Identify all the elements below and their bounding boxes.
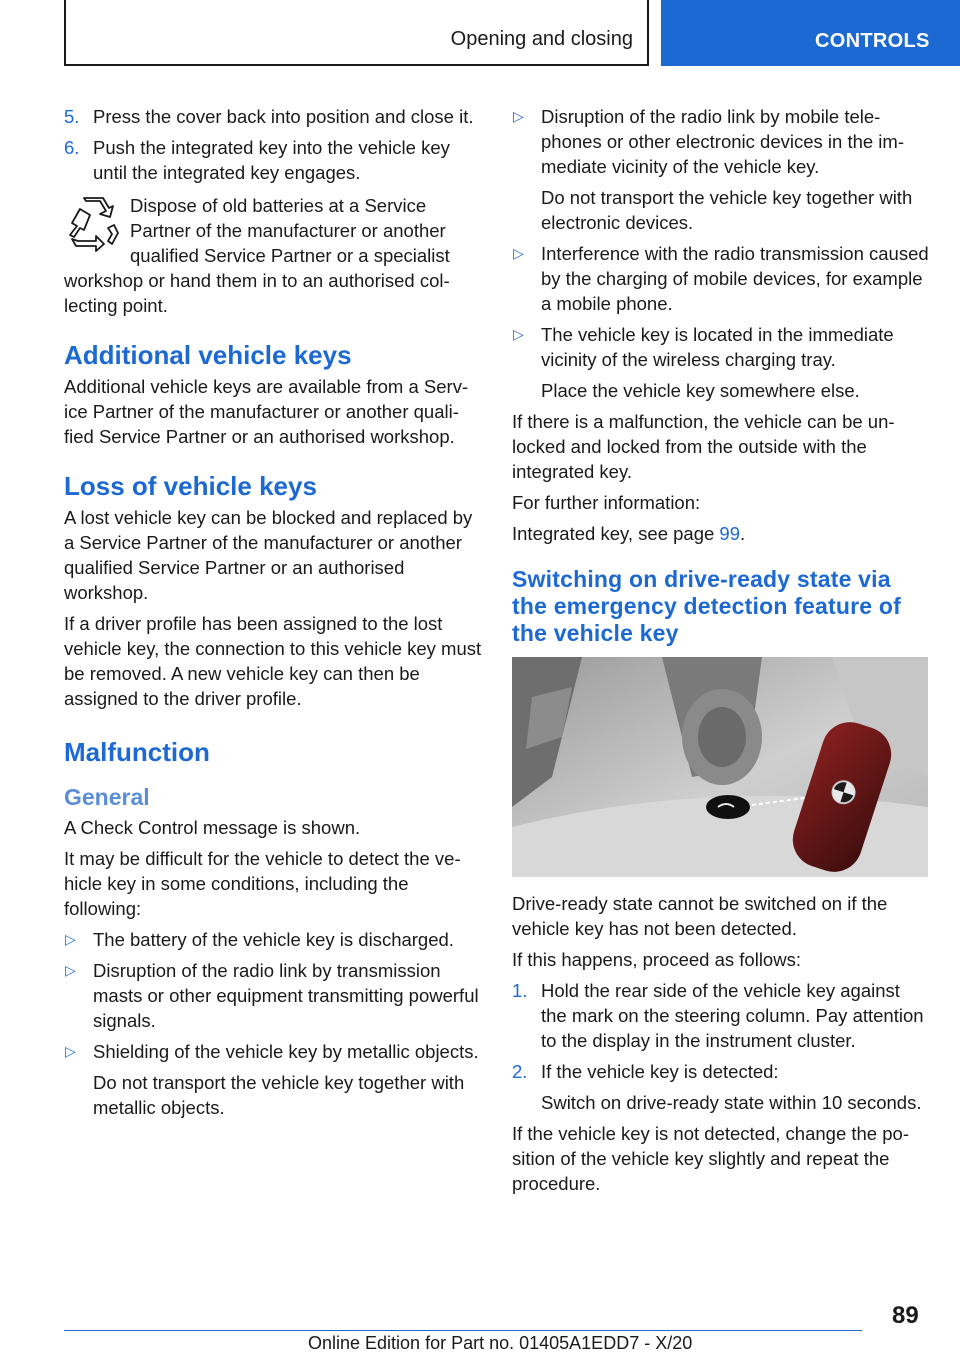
bullet-item: ▷ The vehicle key is located in the immediate vicinity of the wireless charging tray. (513, 324, 894, 370)
controls-tab[interactable] (661, 0, 960, 66)
paragraph: It may be difficult for the vehicle to detect the vehicle key in some conditions, including the following: (64, 848, 461, 919)
step-number: 1. (512, 980, 528, 1001)
heading-switching-drive-ready: Switching on drive-ready state via the emergency detection feature of the vehicle key (512, 566, 901, 646)
section-title: Opening and closing (450, 28, 633, 50)
bullet-item: ▷ The battery of the vehicle key is discharged. (65, 929, 454, 950)
page-link[interactable]: 99 (719, 523, 740, 544)
step-number: 2. (512, 1061, 528, 1082)
paragraph: For further information: (512, 492, 701, 513)
bullet-subtext: Do not transport the vehicle key together with electronic devices. (541, 187, 913, 233)
step-6 (64, 135, 482, 185)
bullet-triangle-icon: ▷ (513, 326, 524, 342)
left-column (64, 104, 482, 1126)
step-text: Hold the rear side of the vehicle key against the mark on the steering column. Pay attention to the display in the instrument cluster. (541, 980, 924, 1051)
step-text: Push the integrated key into the vehicle key until the integrated key engages. (93, 137, 450, 183)
bullet-triangle-icon: ▷ (513, 245, 524, 261)
step-text: If the vehicle key is detected: (541, 1061, 779, 1082)
steering-column-key-photo (512, 657, 928, 877)
step-number: 6. (64, 137, 80, 158)
step-1 (512, 978, 930, 1053)
bullet-item: ▷ Disruption of the radio link by mobile telephones or other electronic devices in the immediate vicinity of the vehicle key. (513, 106, 905, 177)
paragraph: Additional vehicle keys are available from a Service Partner of the manufacturer or another qualified Service Partner or an authorised workshop. (64, 376, 469, 447)
step-number: 5. (64, 106, 80, 127)
paragraph: A Check Control message is shown. (64, 817, 361, 838)
step-subtext: Switch on drive-ready state within 10 seconds. (541, 1092, 922, 1113)
bullet-subtext: Place the vehicle key somewhere else. (541, 380, 860, 401)
heading-general: General (64, 784, 150, 810)
bullet-item: ▷ Disruption of the radio link by transmission masts or other equipment transmitting powerful signals. (65, 960, 479, 1031)
bullet-subtext: Do not transport the vehicle key together with metallic objects. (93, 1072, 465, 1118)
bullet-triangle-icon: ▷ (65, 962, 76, 978)
paragraph: If the vehicle key is not detected, change the position of the vehicle key slightly and repeat the procedure. (512, 1123, 909, 1194)
paragraph: A lost vehicle key can be blocked and replaced by a Service Partner of the manufacturer or another qualified Service Partner or an authorised workshop. (64, 507, 473, 603)
paragraph-page-reference: Integrated key, see page 99. (512, 523, 746, 544)
step-text: Press the cover back into position and close it. (93, 106, 474, 127)
recycle-icon (64, 193, 122, 255)
step-2 (512, 1059, 930, 1084)
paragraph: If a driver profile has been assigned to the lost vehicle key, the connection to this vehicle key must be removed. A new vehicle key can then be assigned to the driver profile. (64, 613, 482, 709)
page-number: 89 (892, 1302, 919, 1329)
paragraph: Drive-ready state cannot be switched on if the vehicle key has not been detected. (512, 893, 888, 939)
header-box (64, 0, 649, 66)
paragraph: If there is a malfunction, the vehicle can be unlocked and locked from the outside with the integrated key. (512, 411, 895, 482)
heading-loss-of-keys: Loss of vehicle keys (64, 471, 317, 501)
paragraph: If this happens, proceed as follows: (512, 949, 801, 970)
bullet-triangle-icon: ▷ (513, 108, 524, 124)
footer-edition: Online Edition for Part no. 01405A1EDD7 - X/20 (308, 1333, 693, 1353)
bullet-item: ▷ Shielding of the vehicle key by metallic objects. (65, 1041, 479, 1062)
recycle-note (64, 193, 482, 318)
bullet-triangle-icon: ▷ (65, 1043, 76, 1059)
step-5 (64, 104, 482, 129)
controls-tab-label: CONTROLS (815, 30, 930, 52)
heading-additional-keys: Additional vehicle keys (64, 340, 352, 370)
footer-divider (64, 1330, 862, 1331)
right-column (512, 104, 930, 1202)
bullet-item: ▷ Interference with the radio transmission caused by the charging of mobile devices, for example a mobile phone. (513, 243, 929, 314)
bullet-triangle-icon: ▷ (65, 931, 76, 947)
heading-malfunction: Malfunction (64, 737, 210, 767)
recycle-note-text: Dispose of old batteries at a Service Partner of the manufacturer or another qualified Service Partner or a specialist workshop or hand them in to an authorised collecting point. (64, 195, 450, 316)
